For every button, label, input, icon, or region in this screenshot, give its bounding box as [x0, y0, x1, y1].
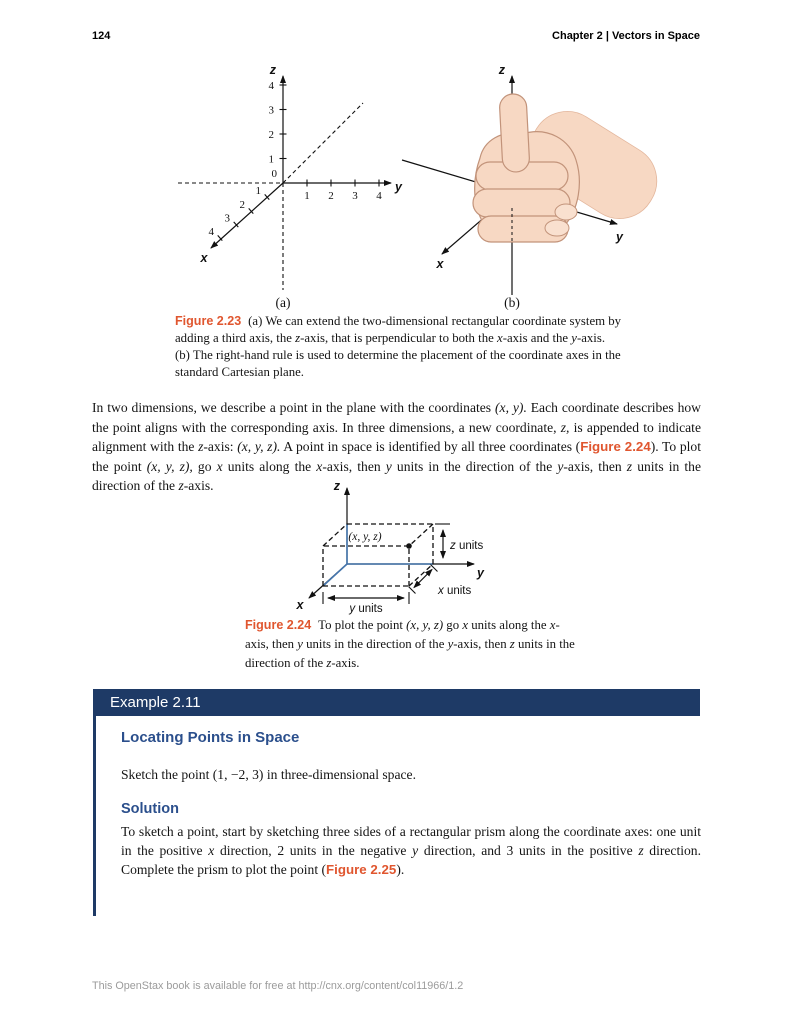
text-segment: x [316, 458, 323, 474]
text-segment: -axis, then [563, 458, 627, 474]
subfigure-a-label: (a) [275, 295, 291, 310]
text-segment: units in the direction of the [391, 458, 558, 474]
figure-2-23a-axes-diagram [170, 60, 405, 312]
text-segment: To plot the point [318, 618, 407, 632]
text-segment: z, [560, 419, 570, 435]
text-segment: y [297, 637, 303, 651]
x-tick-1: 1 [255, 185, 261, 197]
text-segment: (x, y, z) [406, 618, 444, 632]
x-axis [208, 183, 283, 248]
text-segment: direction, 2 units in the negative [214, 843, 413, 858]
z-tick-1: 1 [268, 153, 274, 166]
neg-x-axis [283, 103, 363, 183]
text-segment: units in the direction of the [302, 637, 448, 651]
figure-ref-link[interactable]: Figure 2.24 [580, 439, 651, 455]
page-footer: This OpenStax book is available for free at http://cnx.org/content/col11966/1.2 [92, 980, 464, 992]
text-segment: Each coordinate describes how the point aligns with the corresponding axis. In three dimensions, a new coordinate, [92, 400, 701, 435]
y-axis-label: y [395, 180, 402, 194]
thumb [499, 93, 530, 172]
x-axis-label: x [200, 251, 208, 265]
text-segment: z [326, 656, 332, 670]
figure-2-23-caption-label: Figure 2.23 [175, 314, 242, 328]
point-coordinates-label: (x, y, z) [348, 531, 382, 543]
text-segment: (x, y). [495, 400, 527, 415]
text-segment: (1, −2, 3) [212, 767, 264, 782]
z-units-label: z units [450, 540, 484, 552]
figure-2-23b-right-hand-rule-image [400, 60, 655, 312]
text-segment: (a) We can extend the two-dimensional rectangular coordinate system by adding a third axis, the [175, 314, 622, 345]
y-units-label: y units [349, 603, 383, 615]
text-segment: z [509, 637, 515, 651]
text-segment: To sketch a point, start by sketching three sides of a rectangular prism along the coordinate axes: one unit in the positive [121, 824, 701, 858]
text-segment: units along the [222, 458, 317, 474]
text-segment: -axis. [331, 656, 360, 670]
text-segment: z [198, 439, 204, 455]
figure-2-23-caption [175, 313, 623, 381]
figure-ref-link[interactable]: Figure 2.25 [326, 862, 397, 877]
text-segment: z [178, 478, 184, 494]
text-segment: units in the direction of the [92, 458, 701, 494]
text-segment: ). [396, 862, 405, 877]
z-axis-label: z [498, 63, 505, 77]
x-tick-2: 2 [239, 199, 245, 211]
z-tick-4: 4 [268, 80, 274, 92]
text-segment: in three-dimensional space. [263, 767, 416, 782]
text-segment: x [497, 331, 503, 345]
example-header-label: Example 2.11 [110, 694, 201, 711]
text-segment: ). To plot the point [92, 439, 701, 474]
text-segment: (x, y, z). [237, 439, 281, 455]
x-axis-label: x [296, 598, 304, 612]
z-tick-3: 3 [268, 104, 274, 117]
text-segment: -axis and the [502, 331, 572, 345]
text-segment: -axis. (b) The right-hand rule is used to determine the placement of the coordinate axes in the standard Cartesian plane. [175, 331, 621, 379]
figure-2-23-caption-text [175, 314, 621, 379]
text-segment: z [295, 331, 301, 345]
figure-2-24-caption [245, 616, 575, 673]
example-header-bar [93, 689, 700, 716]
text-segment: x [208, 843, 215, 858]
y-tick-1: 1 [304, 190, 310, 202]
text-segment: -axis, then [245, 618, 560, 651]
x-units-label: x units [438, 585, 472, 597]
right-hand-illustration [473, 93, 670, 242]
text-segment: y [412, 843, 419, 858]
text-segment: z [638, 843, 644, 858]
text-segment: y [571, 331, 577, 345]
text-segment: z [626, 458, 633, 474]
example-title: Locating Points in Space [121, 729, 300, 746]
text-segment: Sketch the point [121, 767, 213, 782]
text-segment: -axis: [203, 439, 238, 455]
z-axis-label: z [269, 63, 276, 77]
text-segment: -axis, then [322, 458, 386, 474]
solution-text [121, 822, 701, 879]
text-segment: -axis, that is perpendicular to both the [300, 331, 497, 345]
figure-2-24-caption-label: Figure 2.24 [245, 618, 312, 632]
subfigure-b-label: (b) [504, 295, 520, 310]
text-segment: -axis, then [453, 637, 510, 651]
x-tick-4: 4 [208, 226, 214, 238]
text-segment: y [447, 637, 454, 651]
text-segment: x [462, 618, 468, 632]
text-segment: units in the direction of the [245, 637, 575, 670]
text-segment: x [216, 458, 223, 474]
origin-label: 0 [271, 168, 277, 180]
text-segment: go [192, 458, 217, 474]
text-segment: go [443, 618, 463, 632]
fingertip [545, 220, 569, 236]
text-segment: direction. Complete the prism to plot the point ( [121, 843, 701, 877]
x-tick-3: 3 [224, 212, 230, 225]
y-tick-4: 4 [376, 190, 382, 202]
figure-2-24-prism-diagram [288, 476, 518, 616]
text-segment: y [385, 458, 392, 474]
text-segment: A point in space is identified by all three coordinates ( [280, 439, 581, 455]
text-segment: units along the [468, 618, 550, 632]
y-tick-3: 3 [352, 190, 358, 202]
y-axis-label: y [477, 566, 484, 580]
text-segment: -axis. [183, 478, 214, 494]
y-tick-2: 2 [328, 190, 334, 202]
text-segment: y [557, 458, 564, 474]
example-left-rule [93, 716, 96, 916]
z-axis-label: z [333, 479, 340, 493]
text-segment: (x, y, z), [146, 458, 193, 474]
text-segment: x [549, 618, 556, 632]
z-tick-2: 2 [268, 129, 274, 141]
text-segment: In two dimensions, we describe a point in the plane with the coordinates [92, 400, 496, 415]
fingertip [555, 204, 577, 220]
text-segment: direction, and 3 units in the positive [418, 843, 639, 858]
page-number: 124 [92, 30, 111, 42]
plotted-point [406, 543, 412, 549]
solution-heading: Solution [121, 801, 179, 817]
y-axis-label: y [616, 230, 623, 244]
x-axis-label: x [436, 257, 444, 271]
example-problem-text [121, 765, 681, 784]
chapter-header: Chapter 2 | Vectors in Space [552, 30, 700, 42]
text-segment: is appended to indicate alignment with the [92, 419, 701, 455]
